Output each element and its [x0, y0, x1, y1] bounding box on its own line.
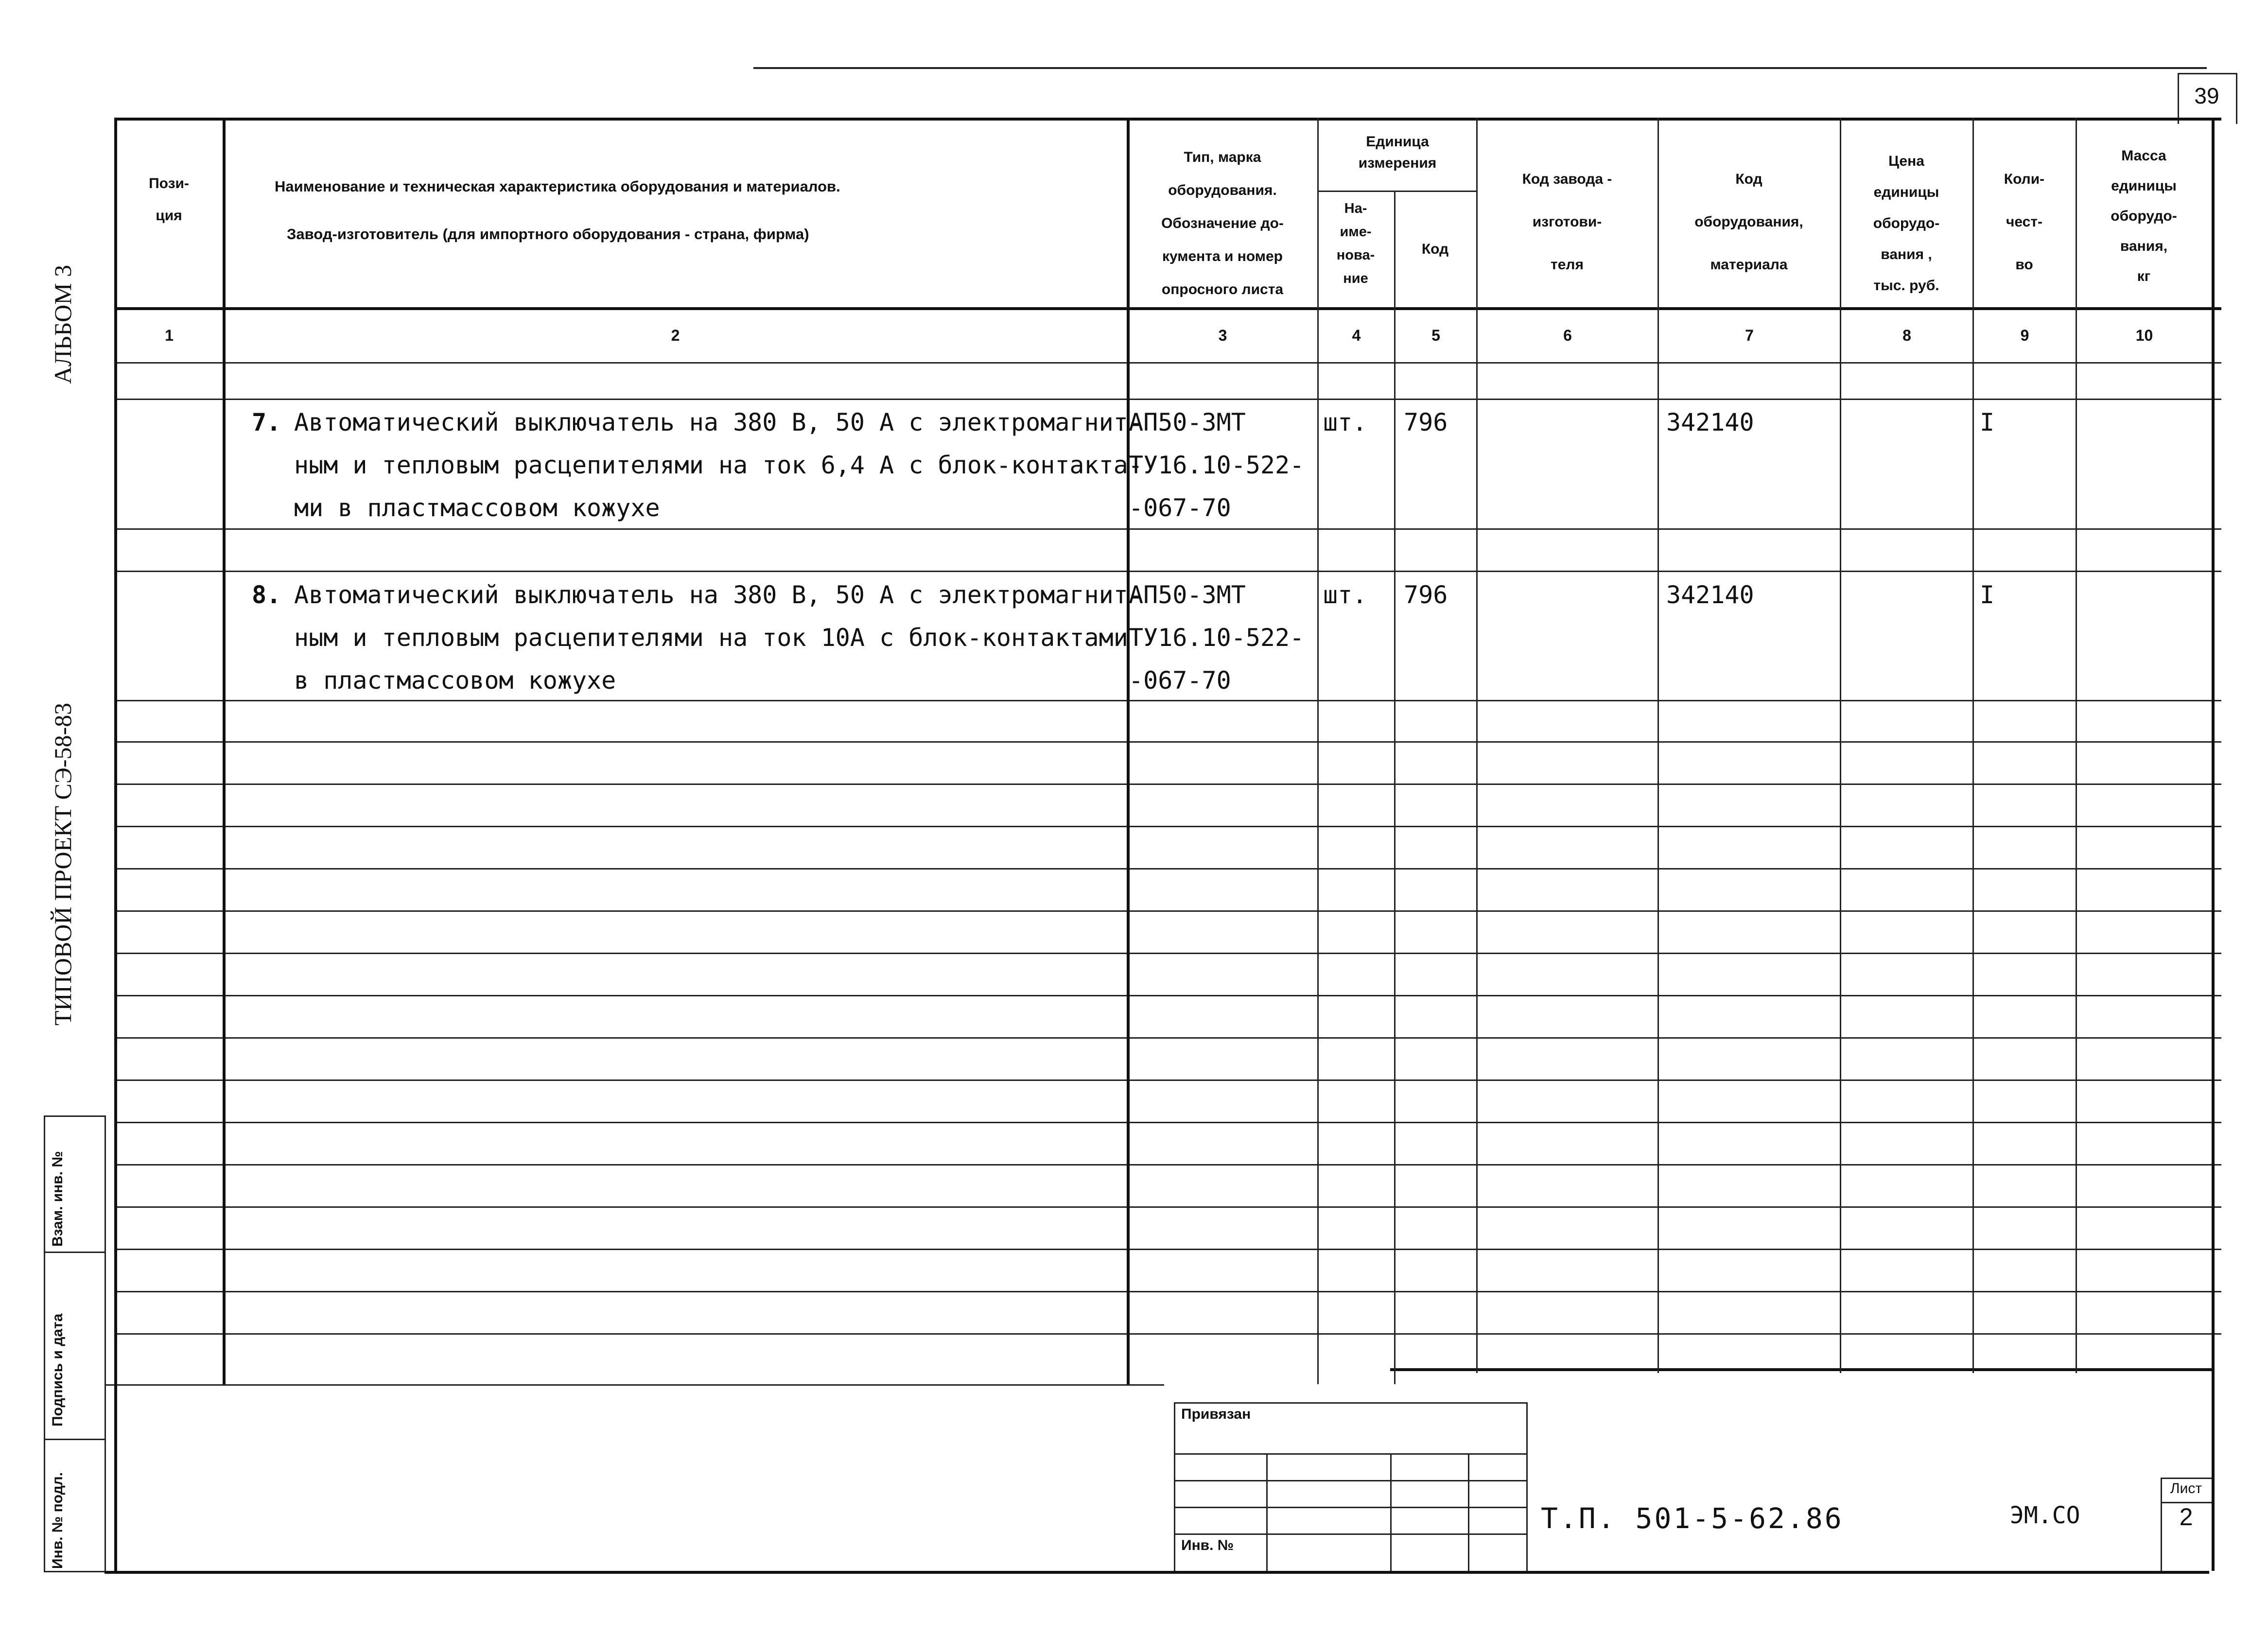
- item-type-line: -067-70: [1129, 494, 1231, 522]
- header-position: Пози- ция: [149, 175, 189, 224]
- column-number: 8: [1902, 327, 1911, 344]
- item-type-line: АП50-3МТ: [1129, 408, 1246, 436]
- item-quantity: I: [1980, 581, 1995, 609]
- column-number: 7: [1745, 327, 1754, 344]
- list-number: 2: [2179, 1503, 2193, 1531]
- header-factory-code: Код завода - изготови- теля: [1522, 171, 1612, 273]
- page-number: 39: [2194, 83, 2219, 108]
- item-name-line: в пластмассовом кожухе: [294, 666, 616, 695]
- document-code: Т.П. 501-5-62.86: [1541, 1502, 1844, 1535]
- column-number: 10: [2135, 327, 2153, 344]
- album-label: АЛЬБОМ 3: [49, 264, 76, 384]
- item-equipment-code: 342140: [1666, 581, 1754, 609]
- column-number: 3: [1218, 327, 1227, 344]
- list-label: Лист: [2170, 1480, 2202, 1497]
- column-number: 4: [1352, 327, 1361, 344]
- header-unit-group: Единица измерения: [1358, 134, 1437, 171]
- item-equipment-code: 342140: [1666, 408, 1754, 436]
- header-type: Тип, марка оборудования. Обозначение до- кумента и номер опросного листа: [1161, 149, 1284, 297]
- column-number: 5: [1431, 327, 1440, 344]
- header-unit-price: Цена единицы оборудо- вания , тыс. руб.: [1873, 153, 1940, 294]
- project-label: ТИПОВОЙ ПРОЕКТ СЭ-58-83: [49, 702, 76, 1026]
- item-name-line: Автоматический выключатель на 380 В, 50 А с электромагнит-: [294, 408, 1143, 436]
- column-number: 1: [165, 327, 174, 344]
- item-name-line: ным и тепловым расцепителями на ток 10А с блок-контактами: [294, 624, 1128, 652]
- item-name-line: Автоматический выключатель на 380 В, 50 А с электромагнит-: [294, 581, 1143, 609]
- item-unit: шт.: [1323, 408, 1367, 436]
- item-unit: шт.: [1323, 581, 1367, 609]
- header-unit-name: На- име- нова- ние: [1336, 201, 1375, 286]
- item-unit-code: 796: [1404, 408, 1448, 436]
- column-number: 9: [2020, 327, 2029, 344]
- privyazan-label: Привязан: [1181, 1406, 1251, 1422]
- header-equipment-code: Код оборудования, материала: [1694, 171, 1803, 273]
- header-quantity: Коли- чест- во: [2004, 171, 2045, 273]
- stamp-inv-label: Инв. № подл.: [50, 1472, 66, 1569]
- item-name-line: ным и тепловым расцепителями на ток 6,4 А с блок-контакта-: [294, 451, 1143, 479]
- inv-number-label: Инв. №: [1181, 1537, 1234, 1553]
- item-quantity: I: [1980, 408, 1995, 436]
- stamp-vzam-label: Взам. инв. №: [50, 1151, 66, 1247]
- item-type-line: -067-70: [1129, 666, 1231, 695]
- header-unit-mass: Масса единицы оборудо- вания, кг: [2111, 148, 2177, 284]
- column-number: 2: [671, 327, 680, 344]
- item-type-line: ТУ16.10-522-: [1129, 624, 1305, 652]
- item-number: 7.: [252, 408, 281, 436]
- stamp-podpis-label: Подпись и дата: [50, 1313, 66, 1427]
- item-type-line: АП50-3МТ: [1129, 581, 1246, 609]
- item-type-line: ТУ16.10-522-: [1129, 451, 1305, 479]
- item-number: 8.: [252, 581, 281, 609]
- header-unit-code: Код: [1421, 241, 1449, 257]
- sheet-code: ЭМ.СО: [2010, 1502, 2080, 1529]
- header-name: Наименование и техническая характеристика оборудования и материалов. Завод-изготовитель (для импортного оборудования - страна, фирма): [275, 178, 840, 243]
- item-name-line: ми в пластмассовом кожухе: [294, 494, 660, 522]
- item-unit-code: 796: [1404, 581, 1448, 609]
- column-number: 6: [1563, 327, 1572, 344]
